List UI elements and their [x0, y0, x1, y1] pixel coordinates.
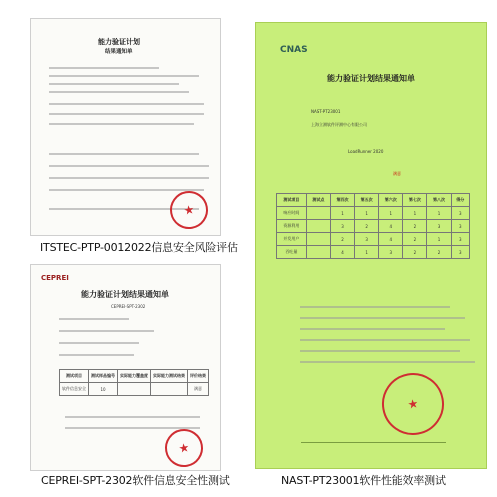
table-header: 测试样品编号 [89, 370, 118, 383]
table-header: 实际能力测试结果 [151, 370, 188, 383]
table-header: 得分 [451, 194, 469, 207]
itstec-text-line [49, 75, 199, 77]
itstec-text-line [49, 189, 204, 191]
itstec-text-line [49, 165, 209, 167]
table-header: 测试项目 [60, 370, 89, 383]
ceprei-text-line [59, 342, 139, 344]
table-header: 评价结果 [188, 370, 209, 383]
nast-text-line [300, 361, 475, 363]
nast-lab-name: 上海立测软件评测中心有限公司 [311, 122, 367, 127]
table-cell: 资源利用 [277, 220, 307, 233]
table-cell: 响应时间 [277, 207, 307, 220]
nast-title: 能力验证计划结果通知单 [327, 73, 415, 83]
table-header: 测试项目 [277, 194, 307, 207]
table-cell: 并发用户 [277, 233, 307, 246]
table-row: 响应时间 1 1 1 1 1 3 [277, 207, 470, 220]
cnas-logo-mark: CNAS [280, 45, 308, 55]
table-row: 资源利用 3 2 4 2 3 3 [277, 220, 470, 233]
ceprei-text-line [65, 416, 200, 418]
itstec-text-line [49, 83, 179, 85]
ceprei-results-table [59, 369, 209, 396]
nast-text-line [300, 350, 460, 352]
table-header: 第七次 [403, 194, 427, 207]
nast-results-table [276, 193, 470, 259]
nast-tool-name: LoadRunner 2020 [348, 149, 384, 154]
itstec-subtitle: 结果通知单 [105, 49, 133, 55]
ceprei-title: 能力验证计划结果通知单 [81, 289, 169, 299]
nast-caption: NAST-PT23001软件性能效率测试 [281, 474, 446, 487]
ceprei-number: CEPREI-SPT-2302 [111, 304, 146, 309]
itstec-text-line [49, 67, 159, 69]
table-header-row [277, 194, 470, 207]
table-header-row [60, 370, 209, 383]
table-header: 第六次 [379, 194, 403, 207]
table-row: 吞吐量 4 1 3 2 2 3 [277, 246, 470, 259]
itstec-text-line [49, 103, 204, 105]
table-header: 测试点 [306, 194, 330, 207]
itstec-title: 能力验证计划 [98, 37, 140, 46]
ceprei-logo: CEPREI [41, 274, 69, 282]
nast-footer-line [301, 442, 446, 443]
itstec-red-stamp [167, 188, 211, 232]
itstec-text-line [49, 123, 194, 125]
ceprei-caption: CEPREI-SPT-2302软件信息安全性测试 [41, 474, 230, 487]
nast-plan-number: NAST-PT23001 [311, 109, 341, 114]
nast-result: 满意 [393, 171, 401, 176]
table-header: 第五次 [355, 194, 379, 207]
ceprei-text-line [59, 318, 129, 320]
table-header: 实际能力覆盖度 [118, 370, 151, 383]
nast-certificate [255, 22, 487, 469]
nast-text-line [300, 317, 465, 319]
table-cell [118, 383, 151, 396]
itstec-text-line [49, 113, 204, 115]
ceprei-text-line [59, 354, 134, 356]
nast-text-line [300, 339, 470, 341]
itstec-text-line [49, 91, 189, 93]
ceprei-red-stamp [162, 426, 206, 470]
nast-red-stamp [377, 368, 449, 440]
ceprei-text-line [59, 330, 154, 332]
table-cell: 10 [89, 383, 118, 396]
itstec-caption: ITSTEC-PTP-0012022信息安全风险评估 [40, 241, 238, 254]
itstec-certificate [30, 18, 221, 236]
ceprei-certificate [30, 264, 221, 471]
itstec-text-line [49, 177, 209, 179]
table-row [60, 383, 209, 396]
nast-text-line [300, 306, 450, 308]
itstec-text-line [49, 153, 199, 155]
table-cell: 软件信息安全 [60, 383, 89, 396]
table-cell: 吞吐量 [277, 246, 307, 259]
table-cell: 满意 [188, 383, 209, 396]
table-header: 第八次 [427, 194, 451, 207]
nast-text-line [300, 328, 445, 330]
table-row: 并发用户 2 3 4 2 1 3 [277, 233, 470, 246]
table-header: 第四次 [330, 194, 354, 207]
table-cell [151, 383, 188, 396]
